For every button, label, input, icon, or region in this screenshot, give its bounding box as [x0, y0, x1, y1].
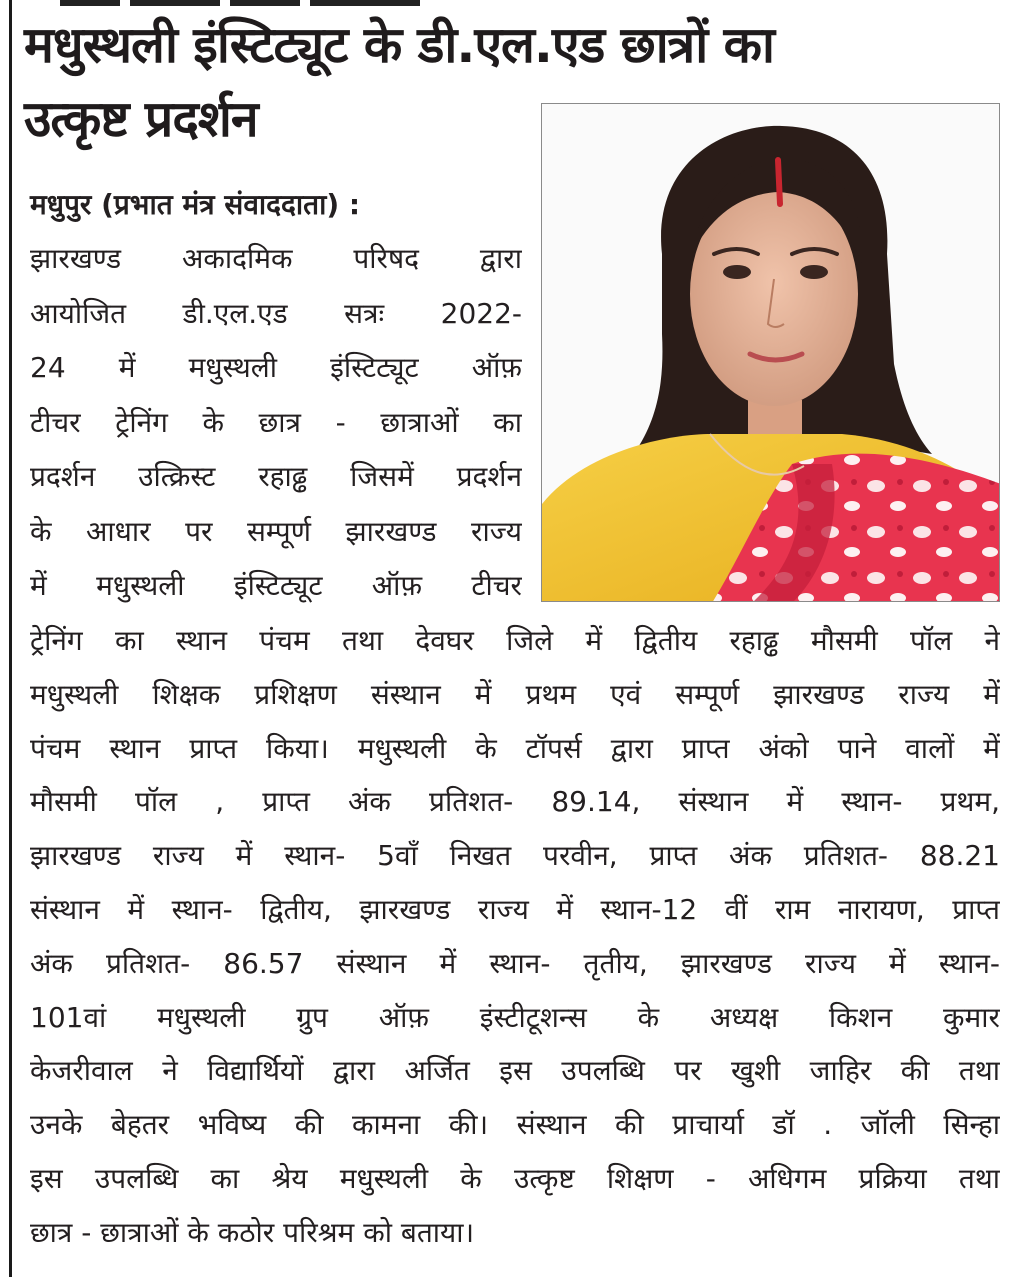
body-line: 24 में मधुस्थली इंस्टिट्यूट ऑफ़	[30, 351, 522, 384]
article-body-wide	[30, 614, 1000, 1260]
portrait-photo	[541, 103, 1000, 602]
portrait-photo-icon	[542, 104, 1000, 602]
body-line: झारखण्ड राज्य में स्थान- 5वाँ निखत परवीन, प्राप्त अंक प्रतिशत- 88.21	[30, 839, 1000, 873]
body-line: प्रदर्शन उत्क्रिस्ट रहाढ्ढ जिसमें प्रदर्शन	[30, 460, 522, 493]
body-line: आयोजित डी.एल.एड सत्रः 2022-	[30, 296, 522, 330]
body-line: केजरीवाल ने विद्यार्थियों द्वारा अर्जित इस उपलब्धि पर खुशी जाहिर की तथा	[30, 1054, 1000, 1088]
body-line: झारखण्ड अकादमिक परिषद द्वारा	[30, 242, 522, 275]
body-line: में मधुस्थली इंस्टिट्यूट ऑफ़ टीचर	[30, 569, 522, 602]
body-line: उनके बेहतर भविष्य की कामना की। संस्थान की प्राचार्या डॉ . जॉली सिन्हा	[30, 1108, 1000, 1142]
body-line: इस उपलब्धि का श्रेय मधुस्थली के उत्कृष्ट शिक्षण - अधिगम प्रक्रिया तथा	[30, 1161, 1000, 1195]
body-line: 101वां मधुस्थली ग्रुप ऑफ़ इंस्टीटूशन्स के अध्यक्ष किशन कुमार	[30, 1000, 1000, 1034]
headline-line-1: मधुस्थली इंस्टिट्यूट के डी.एल.एड छात्रों का	[24, 16, 774, 74]
body-line: टीचर ट्रेनिंग के छात्र - छात्राओं का	[30, 405, 522, 439]
article-body-narrow	[30, 232, 522, 614]
body-line: अंक प्रतिशत- 86.57 संस्थान में स्थान- तृतीय, झारखण्ड राज्य में स्थान-	[30, 946, 1000, 980]
body-line: मधुस्थली शिक्षक प्रशिक्षण संस्थान में प्रथम एवं सम्पूर्ण झारखण्ड राज्य में	[30, 677, 1000, 711]
body-line: छात्र - छात्राओं के कठोर परिश्रम को बताया।	[30, 1215, 475, 1249]
headline-line-2: उत्कृष्ट प्रदर्शन	[24, 90, 258, 148]
body-line: ट्रेनिंग का स्थान पंचम तथा देवघर जिले में द्वितीय रहाढ्ढ मौसमी पॉल ने	[30, 624, 1000, 657]
body-line: मौसमी पॉल , प्राप्त अंक प्रतिशत- 89.14, संस्थान में स्थान- प्रथम,	[30, 785, 1000, 819]
clipped-previous-headline	[60, 0, 480, 6]
dateline: मधुपुर (प्रभात मंत्र संवाददाता) :	[30, 188, 361, 221]
column-rule	[9, 0, 12, 1277]
body-line: पंचम स्थान प्राप्त किया। मधुस्थली के टॉपर्स द्वारा प्राप्त अंको पाने वालों में	[30, 731, 1000, 765]
body-line: संस्थान में स्थान- द्वितीय, झारखण्ड राज्य में स्थान-12 वीं राम नारायण, प्राप्त	[30, 892, 1000, 926]
body-line: के आधार पर सम्पूर्ण झारखण्ड राज्य	[30, 514, 522, 548]
